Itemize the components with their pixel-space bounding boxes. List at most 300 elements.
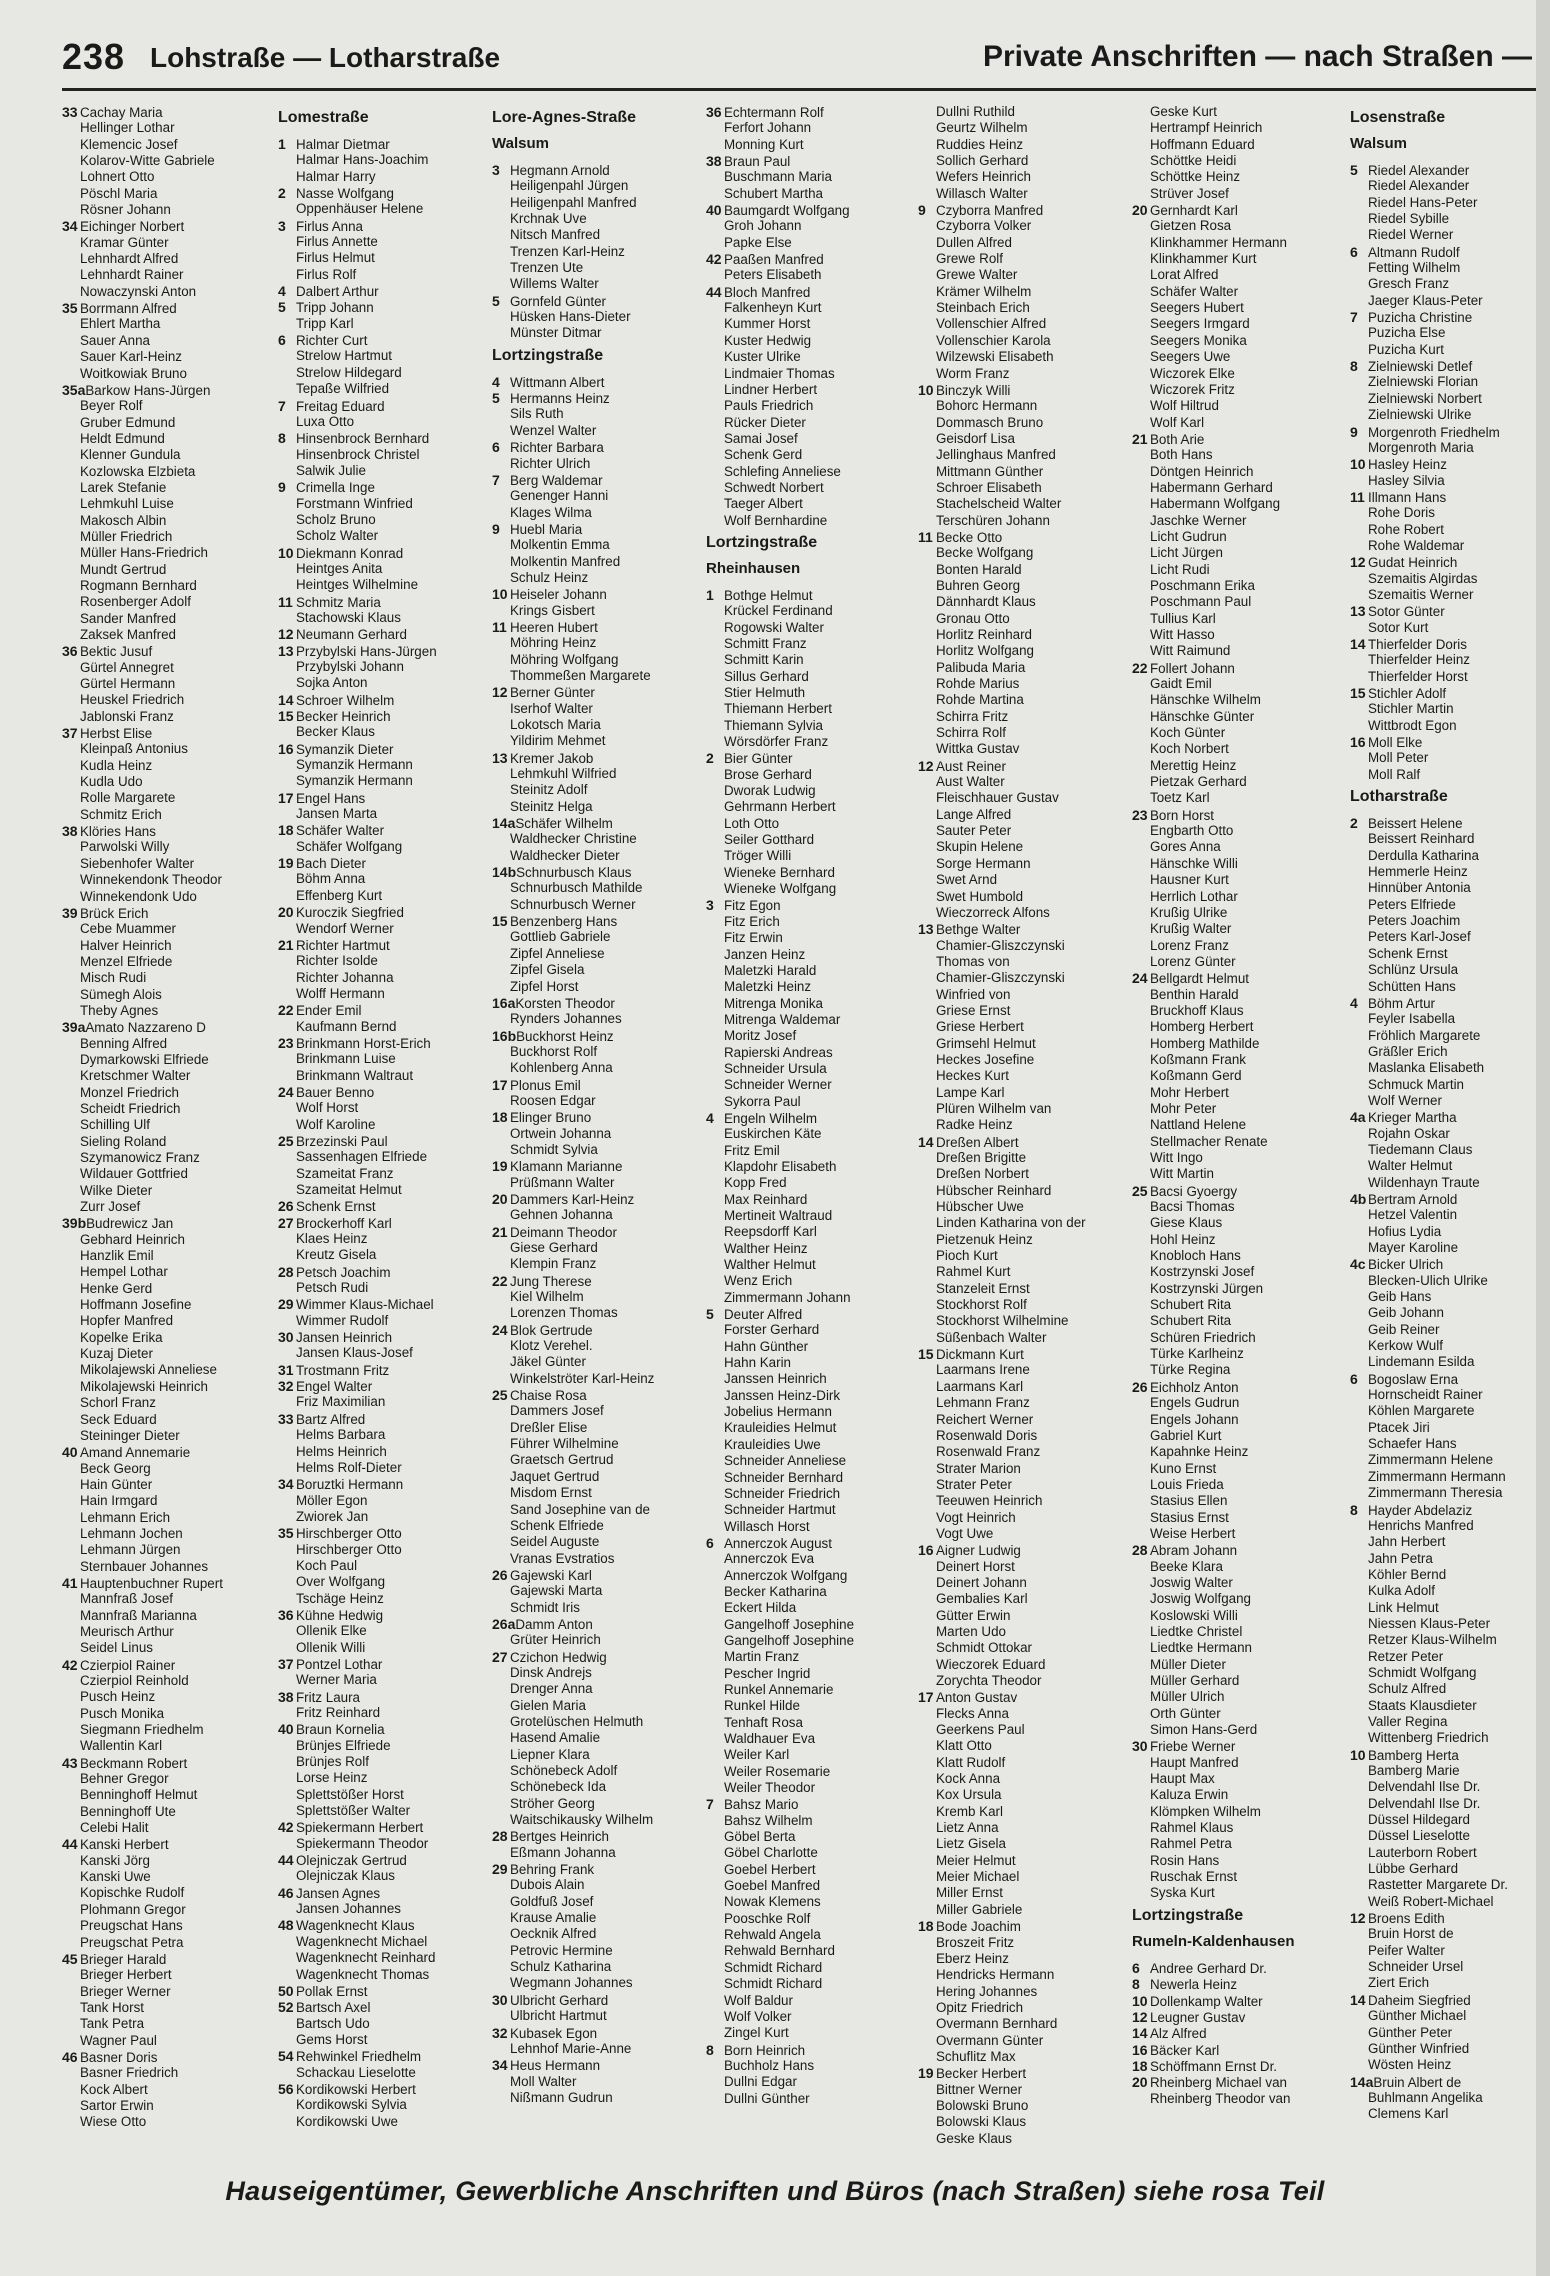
resident-entry [278,1002,483,1018]
resident-name: Möhring Wolfgang [510,651,619,667]
resident-entry [1350,1992,1540,2008]
resident-entry [278,921,483,937]
resident-name: Rapierski Andreas [724,1044,833,1060]
house-number: 10 [278,544,294,561]
resident-entry [492,1077,697,1093]
resident-name: Hohl Heinz [1150,1231,1216,1247]
resident-entry [278,1689,483,1705]
resident-entry [706,1780,911,1796]
resident-entry [62,970,267,986]
resident-name: Buckhorst Heinz [516,1028,614,1044]
resident-name: Lehmann Erich [80,1509,171,1525]
resident-entry [492,1926,697,1942]
resident-entry [278,332,483,348]
resident-name: Waitschikausky Wilhelm [510,1812,654,1828]
resident-name: Köhler Bernd [1368,1566,1447,1582]
resident-name: Kleinpaß Antonius [80,741,188,757]
resident-name: Wilzewski Elisabeth [936,349,1054,365]
resident-name: Klömpken Wilhelm [1150,1803,1261,1819]
resident-name: Bicker Ulrich [1368,1257,1444,1273]
resident-entry [918,1183,1123,1199]
resident-name: Sotor Kurt [1368,619,1429,635]
resident-entry [1350,2008,1540,2024]
resident-name: Symanzik Hermann [296,757,413,773]
resident-entry [492,979,697,995]
resident-entry [278,1215,483,1231]
resident-entry [1132,2058,1337,2074]
resident-entry [918,1853,1123,1869]
resident-entry [706,2042,911,2058]
resident-entry [62,1787,267,1803]
resident-name: Wildauer Gottfried [80,1166,188,1182]
resident-name: Wiczorek Fritz [1150,381,1235,397]
resident-name: Heintges Wilhelmine [296,577,419,593]
resident-entry [706,1943,911,1959]
resident-name: Hänschke Wilhelm [1150,692,1261,708]
resident-entry [62,496,267,512]
house-number: 14 [1350,1991,1366,2008]
resident-name: Schüren Friedrich [1150,1329,1256,1345]
resident-entry [706,1731,911,1747]
resident-name: Krchnak Uve [510,211,587,227]
resident-name: Maletzki Heinz [724,979,812,995]
resident-name: Gaidt Emil [1150,676,1212,692]
resident-name: Steininger Dieter [80,1427,180,1443]
resident-name: Friz Maximilian [296,1394,386,1410]
house-number: 6 [706,1534,714,1551]
resident-entry [62,202,267,218]
resident-entry [1350,1518,1540,1534]
resident-name: Witt Raimund [1150,643,1231,659]
resident-name: Wiczorek Elke [1150,365,1235,381]
resident-entry [492,1240,697,1256]
resident-name: Lampe Karl [936,1084,1005,1100]
resident-entry [918,1428,1123,1444]
resident-entry [278,1901,483,1917]
resident-entry [492,2041,697,2057]
resident-entry [492,244,697,260]
resident-name: Lehmann Jürgen [80,1542,181,1558]
resident-entry [278,904,483,920]
resident-entry [1350,1191,1540,1207]
resident-entry [62,627,267,643]
resident-entry [1350,1060,1540,1076]
resident-entry [1350,2025,1540,2041]
resident-entry [706,1600,911,1616]
resident-entry [1132,1052,1337,1068]
resident-entry [62,1967,267,1983]
resident-name: Brieger Werner [80,1983,171,1999]
house-number: 27 [492,1648,508,1665]
resident-entry [1350,1485,1540,1501]
house-number: 16 [1132,2041,1148,2058]
resident-name: Gebhard Heinrich [80,1231,185,1247]
resident-name: Lindemann Esilda [1368,1354,1475,1370]
resident-entry [706,1976,911,1992]
resident-name: Molkentin Emma [510,537,610,553]
house-number: 13 [492,749,508,766]
resident-entry [62,1853,267,1869]
resident-entry [492,733,697,749]
resident-entry [492,831,697,847]
resident-name: Wimmer Rudolf [296,1312,389,1328]
resident-entry [1350,913,1540,929]
resident-name: Poschmann Erika [1150,577,1255,593]
resident-entry [278,1950,483,1966]
resident-entry [918,218,1123,234]
resident-name: Czichon Hedwig [510,1649,607,1665]
resident-name: Chamier-Gliszczynski [936,970,1065,986]
resident-entry [1350,2041,1540,2057]
resident-name: Berner Günter [510,685,595,701]
resident-name: Jansen Agnes [296,1885,381,1901]
house-number: 6 [492,439,500,456]
resident-entry [1132,823,1337,839]
resident-name: Janssen Heinz-Dirk [724,1387,841,1403]
resident-name: Stachowski Klaus [296,609,401,625]
resident-entry [706,267,911,283]
house-number: 44 [278,1852,294,1869]
resident-name: Richter Hartmut [296,937,390,953]
resident-entry [62,513,267,529]
resident-name: Heckes Kurt [936,1068,1009,1084]
house-number: 35 [278,1525,294,1542]
resident-entry [62,1101,267,1117]
resident-name: Max Reinhard [724,1191,808,1207]
district-heading: Rheinhausen [706,559,801,577]
resident-name: Geisdorf Lisa [936,430,1015,446]
resident-entry [918,1134,1123,1150]
resident-name: Neumann Gerhard [296,627,407,643]
resident-entry [706,848,911,864]
resident-entry [1132,529,1337,545]
resident-name: Bethge Walter [936,922,1021,938]
house-number: 29 [492,1861,508,1878]
resident-entry [492,1698,697,1714]
resident-entry [918,1869,1123,1885]
resident-name: Annerczok Wolfgang [724,1567,848,1583]
resident-name: Wolf Volker [724,2008,792,2024]
resident-entry [1350,864,1540,880]
resident-name: Krauleidies Helmut [724,1420,837,1436]
resident-name: Plüren Wilhelm van [936,1100,1052,1116]
resident-entry [1132,1673,1337,1689]
resident-entry [1132,627,1337,643]
resident-name: Herrlich Lothar [1150,888,1238,904]
resident-entry [706,1404,911,1420]
column-3 [492,104,697,2106]
resident-name: Amand Annemarie [80,1445,191,1461]
resident-entry [492,1403,697,1419]
resident-entry [62,2114,267,2130]
resident-name: Hahn Günther [724,1338,809,1354]
resident-entry [278,1525,483,1541]
resident-entry [492,880,697,896]
resident-name: Symanzik Hermann [296,773,413,789]
resident-entry [706,603,911,619]
resident-entry [1132,1248,1337,1264]
house-number: 38 [278,1688,294,1705]
resident-entry [278,1542,483,1558]
house-number: 28 [278,1263,294,1280]
resident-name: Reichert Werner [936,1411,1034,1427]
resident-entry [1132,1493,1337,1509]
resident-name: Bahsz Mario [724,1797,799,1813]
resident-name: Bacsi Thomas [1150,1199,1235,1215]
house-number: 52 [278,1999,294,2016]
resident-entry [1132,1575,1337,1591]
house-number: 38 [62,823,78,840]
resident-name: Jansen Johannes [296,1901,401,1917]
resident-name: Zurr Josef [80,1199,141,1215]
resident-entry [62,2049,267,2065]
resident-name: Heeren Hubert [510,619,598,635]
house-number: 4c [1350,1256,1366,1273]
resident-name: Helms Heinrich [296,1443,387,1459]
resident-name: Schilling Ulf [80,1117,150,1133]
resident-entry [62,1444,267,1460]
resident-name: Freitag Eduard [296,398,385,414]
resident-entry [1350,1452,1540,1468]
resident-name: Spiekermann Theodor [296,1835,429,1851]
resident-entry [918,1640,1123,1656]
resident-name: Winnekendonk Theodor [80,872,222,888]
resident-name: Wittenberg Friedrich [1368,1730,1489,1746]
resident-entry [706,1077,911,1093]
resident-name: Mitrenga Monika [724,995,823,1011]
district-heading: Walsum [1350,135,1407,152]
resident-entry [62,349,267,365]
resident-entry [278,1280,483,1296]
resident-name: Pooschke Rolf [724,1910,811,1926]
resident-name: Maletzki Harald [724,962,817,978]
resident-entry [706,1960,911,1976]
resident-entry [1350,1224,1540,1240]
resident-entry [1132,578,1337,594]
resident-entry [1350,1600,1540,1616]
resident-entry [62,120,267,136]
resident-entry [492,1910,697,1926]
resident-entry [62,186,267,202]
resident-name: Rahmel Klaus [1150,1820,1234,1836]
house-number: 15 [918,1346,934,1363]
resident-name: Geerkens Paul [936,1722,1025,1738]
resident-entry [492,1567,697,1583]
resident-name: Dammers Karl-Heinz [510,1191,635,1207]
column-4 [706,104,911,2107]
resident-entry [1350,979,1540,995]
resident-name: Liedtke Christel [1150,1623,1243,1639]
resident-name: Hetzel Valentin [1368,1207,1458,1223]
resident-entry [918,938,1123,954]
resident-name: Winkelströter Karl-Heinz [510,1370,655,1386]
resident-name: Hempel Lothar [80,1264,168,1280]
resident-entry [278,1672,483,1688]
resident-name: Lorse Heinz [296,1770,368,1786]
resident-entry [62,1984,267,2000]
resident-name: Giese Gerhard [510,1240,598,1255]
resident-name: Gietzen Rosa [1150,218,1232,234]
resident-name: Müller Dieter [1150,1656,1226,1672]
resident-name: Deuter Alfred [724,1307,803,1323]
house-number: 42 [706,251,722,268]
resident-name: Behring Frank [510,1862,595,1878]
resident-entry [492,635,697,651]
house-number: 2 [278,185,286,202]
resident-name: Klatt Otto [936,1738,992,1754]
house-number: 20 [1132,2074,1148,2091]
resident-name: Deinert Johann [936,1574,1027,1590]
house-number: 25 [278,1132,294,1149]
resident-entry [62,366,267,382]
resident-entry [492,195,697,211]
resident-name: Teeuwen Heinrich [936,1493,1043,1509]
resident-entry [62,1117,267,1133]
resident-name: Brinkmann Horst-Erich [296,1035,431,1051]
resident-name: Jaquet Gertrud [510,1468,600,1484]
resident-name: Altmann Rudolf [1368,244,1460,260]
resident-entry [492,406,697,422]
resident-name: Behner Gregor [80,1771,169,1787]
resident-name: Pusch Heinz [80,1689,156,1705]
resident-entry [492,995,697,1011]
resident-name: Wagenknecht Thomas [296,1966,430,1982]
resident-entry [1350,358,1540,374]
resident-entry [706,1143,911,1159]
resident-entry [1350,1943,1540,1959]
resident-name: Schmidt Ottokar [936,1640,1032,1656]
resident-entry [918,1510,1123,1526]
resident-name: Plonus Emil [510,1077,581,1093]
resident-name: Vogt Heinrich [936,1509,1016,1525]
resident-entry [918,464,1123,480]
resident-name: Peters Karl-Josef [1368,929,1471,945]
resident-entry [1350,2090,1540,2106]
resident-name: Misdom Ernst [510,1485,592,1501]
resident-entry [62,1624,267,1640]
resident-entry [1350,1551,1540,1567]
resident-entry [1132,1689,1337,1705]
resident-entry [918,1722,1123,1738]
resident-name: Brück Erich [80,905,149,921]
house-number: 18 [1132,2057,1148,2074]
resident-name: Schenk Elfriede [510,1517,604,1533]
resident-name: Taeger Albert [724,496,803,512]
resident-entry [918,2131,1123,2147]
resident-name: Stasius Ernst [1150,1509,1229,1525]
house-number: 12 [1132,2008,1148,2025]
resident-name: Ulbricht Gerhard [510,1992,609,2008]
resident-name: Laarmans Irene [936,1362,1030,1378]
resident-name: Mohr Herbert [1150,1084,1229,1100]
resident-entry [1132,1869,1337,1885]
resident-entry [278,1787,483,1803]
resident-name: Weiler Karl [724,1747,790,1763]
resident-name: Morgenroth Friedhelm [1368,424,1500,440]
resident-entry [62,954,267,970]
resident-name: Kaufmann Bernd [296,1018,397,1034]
resident-name: Pontzel Lothar [296,1656,383,1672]
resident-entry [492,1338,697,1354]
resident-entry [1132,235,1337,251]
resident-name: Bartz Alfred [296,1411,366,1427]
resident-entry [62,1738,267,1754]
resident-entry [492,962,697,978]
resident-entry [1132,1330,1337,1346]
resident-name: Schneider Ursula [724,1060,827,1076]
resident-entry [706,1764,911,1780]
resident-name: Binczyk Willi [936,382,1011,398]
resident-entry [492,1436,697,1452]
resident-name: Ruschak Ernst [1150,1869,1238,1885]
resident-entry [1132,1428,1337,1444]
resident-entry [918,709,1123,725]
house-number: 6 [278,332,286,349]
resident-name: Rolle Margarete [80,790,176,806]
resident-entry [492,717,697,733]
house-number: 8 [1132,1976,1140,1993]
resident-entry [918,1967,1123,1983]
resident-entry [1350,1175,1540,1191]
resident-entry [706,1159,911,1175]
resident-name: Buckhorst Rolf [510,1043,598,1059]
resident-name: Dalbert Arthur [296,284,379,300]
resident-name: Kozlowska Elzbieta [80,463,196,479]
resident-entry [278,986,483,1002]
resident-name: Schmuck Martin [1368,1076,1464,1092]
house-number: 9 [918,202,926,219]
resident-entry [918,366,1123,382]
resident-name: Wimmer Klaus-Michael [296,1297,434,1313]
resident-entry [278,1394,483,1410]
resident-name: Sand Josephine van de [510,1501,650,1517]
resident-entry [1350,424,1540,440]
resident-name: Prüßmann Walter [510,1174,615,1190]
resident-entry [1350,1011,1540,1027]
resident-entry [62,709,267,725]
resident-entry [918,790,1123,806]
house-number: 41 [62,1574,78,1591]
resident-entry [1132,1412,1337,1428]
resident-name: Korsten Theodor [515,995,615,1011]
resident-entry [492,293,697,309]
resident-entry [62,1330,267,1346]
resident-entry [278,1738,483,1754]
resident-name: Klotz Verehel. [510,1338,593,1354]
resident-name: Theby Agnes [80,1002,159,1018]
resident-entry [278,659,483,675]
resident-entry [1132,1722,1337,1738]
resident-name: Kanski Uwe [80,1869,151,1885]
resident-entry [918,1885,1123,1901]
resident-name: Daheim Siegfried [1368,1992,1471,2008]
resident-name: Helms Rolf-Dieter [296,1459,402,1475]
resident-name: Blecken-Ulich Ulrike [1368,1272,1488,1288]
resident-name: Buhlmann Angelika [1368,2089,1483,2105]
resident-entry [918,1019,1123,1035]
resident-name: Schroer Elisabeth [936,479,1042,495]
resident-name: Syska Kurt [1150,1885,1215,1901]
resident-name: Lorenz Franz [1150,937,1229,953]
resident-entry [1132,741,1337,757]
house-number: 26 [1132,1378,1148,1395]
resident-entry [62,1019,267,1035]
resident-entry [1132,1003,1337,1019]
resident-entry [278,136,483,152]
resident-name: Winfried von [936,986,1011,1002]
resident-name: Schnurbusch Werner [510,896,636,912]
resident-name: Benninghoff Helmut [80,1787,198,1803]
